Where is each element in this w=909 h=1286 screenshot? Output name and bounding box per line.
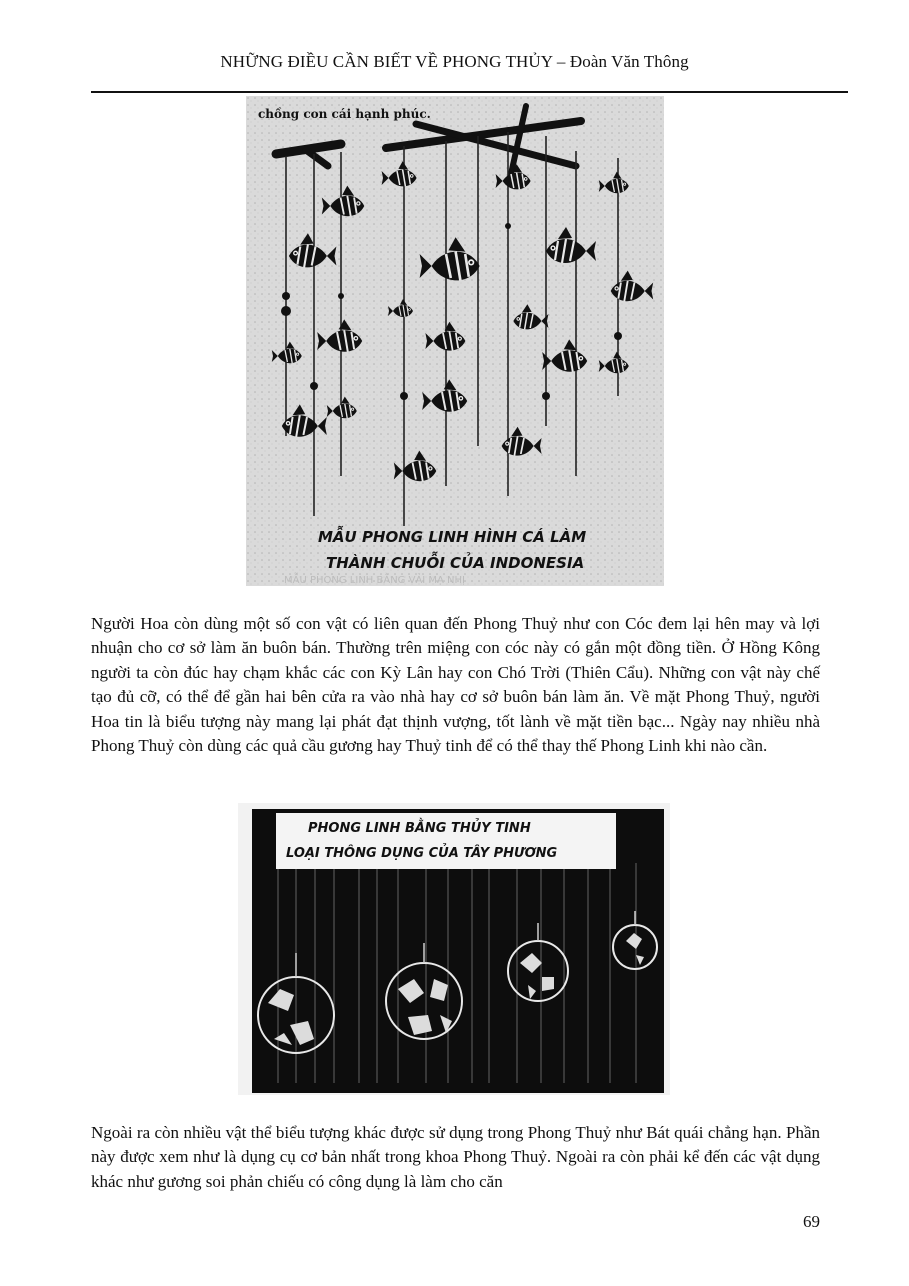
figure1-caption-line2: THÀNH CHUỖI CỦA INDONESIA	[326, 554, 585, 572]
fish-wind-chime-image	[246, 96, 664, 586]
figure1-top-caption: chồng con cái hạnh phúc.	[258, 107, 431, 121]
paragraph-2: Ngoài ra còn nhiều vật thể biểu tượng khác được sử dụng trong Phong Thuỷ như Bát quái chẳng hạn. Phần này được xem như là dụng cụ cơ bản nhất trong khoa Phong Thuỷ. Ngoài ra còn phải kể đến các vật dụng khác như gương soi phản chiếu có công dụng là làm cho căn	[91, 1123, 820, 1191]
running-header: NHỮNG ĐIỀU CẦN BIẾT VỀ PHONG THỦY – Đoàn Văn Thông	[220, 52, 689, 71]
figure-glass-wind-chime	[238, 803, 670, 1095]
header-rule	[91, 91, 848, 93]
glass-wind-chime-image	[238, 803, 670, 1095]
figure2-caption-line1: PHONG LINH BẰNG THỦY TINH	[308, 821, 531, 836]
figure2-caption-line2: LOẠI THÔNG DỤNG CỦA TÂY PHƯƠNG	[286, 846, 558, 861]
figure1-faded-text: MẪU PHONG LINH BẰNG VẢI MẠ NHỊ	[284, 575, 466, 586]
page-number: 69	[803, 1212, 820, 1231]
paragraph-1: Người Hoa còn dùng một số con vật có liên quan đến Phong Thuỷ như con Cóc đem lại hên may và lợi nhuận cho cơ sở làm ăn buôn bán. Thường trên miệng con cóc này có gắn một đồng tiền. Ở Hồng Kông người ta còn đúc hay chạm khắc các con Kỳ Lân hay con Chó Trời (Thiên Cẩu). Những con vật này chế tạo đủ cỡ, có thể để gần hai bên cửa ra vào nhà hay cơ sở buôn bán làm ăn. Về mặt Phong Thuỷ, người Hoa tin là biểu tượng này mang lại phát đạt thịnh vượng, tốt lành về mặt tiền bạc... Ngày nay nhiều nhà Phong Thuỷ còn dùng các quả cầu gương hay Thuỷ tinh để có thể thay thế Phong Linh khi nào cần.	[91, 614, 820, 756]
figure-fish-wind-chime	[246, 96, 664, 586]
figure1-caption-line1: MẪU PHONG LINH HÌNH CÁ LÀM	[318, 528, 587, 546]
